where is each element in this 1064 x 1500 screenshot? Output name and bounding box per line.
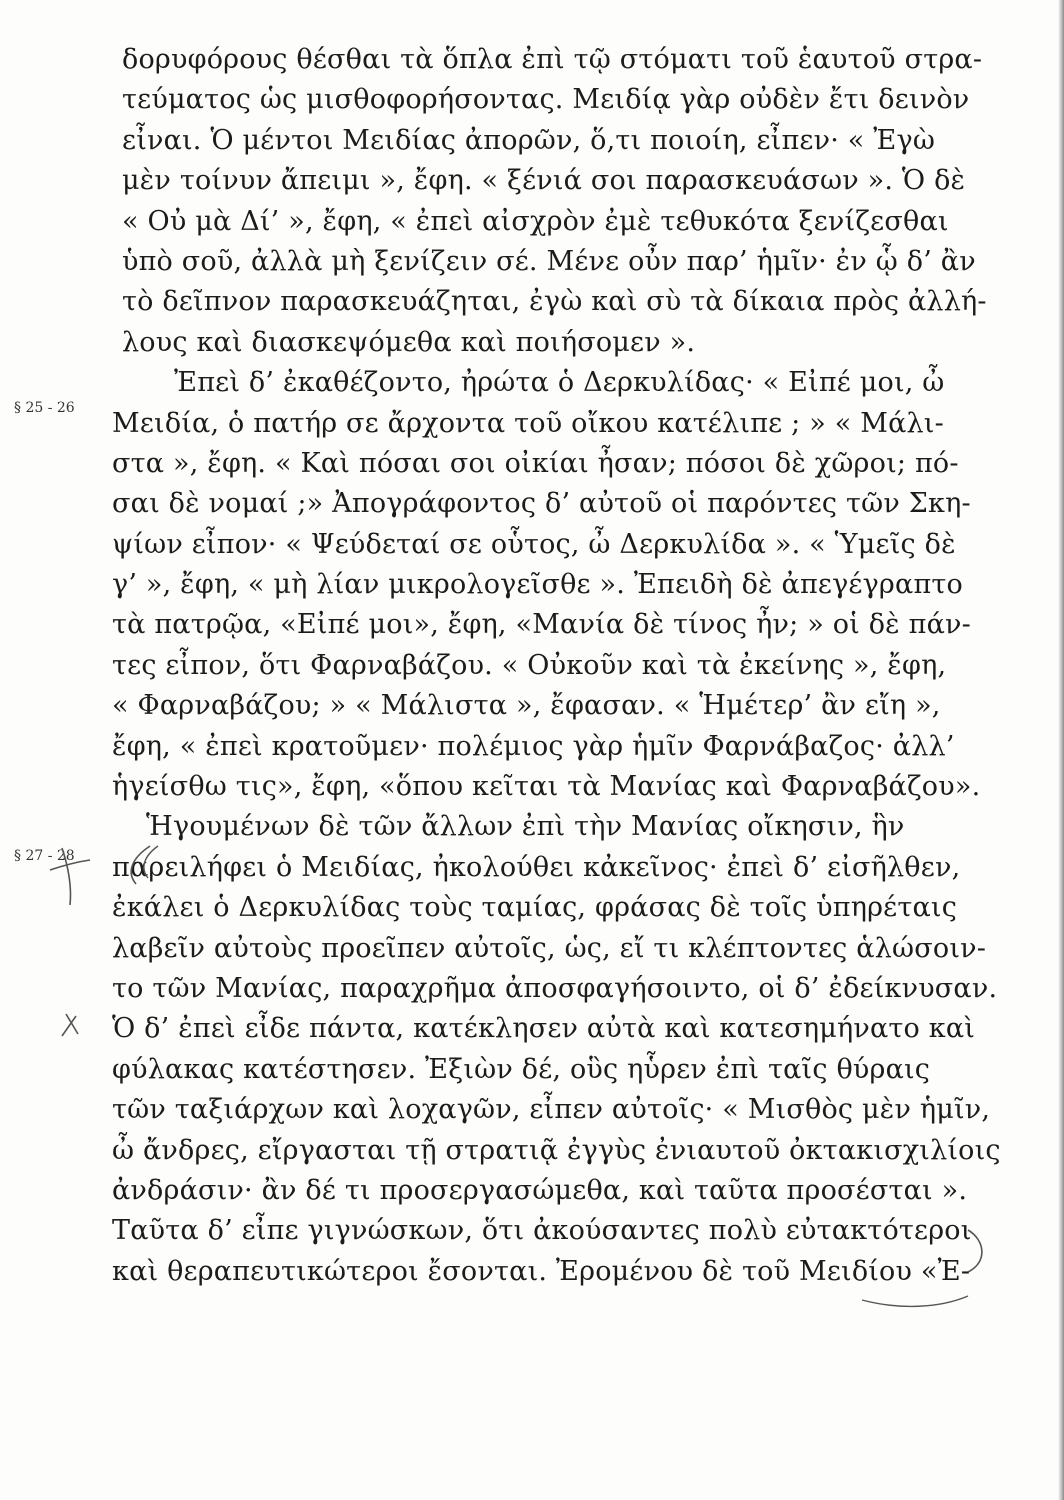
text-line: ἐκάλει ὁ Δερκυλίδας τοὺς ταμίας, φράσας δὲ τοῖς ὑπηρέταις <box>112 892 958 924</box>
text-line: στα », ἔφη. « Καὶ πόσαι σοι οἰκίαι ἦσαν; πόσοι δὲ χῶροι; πό- <box>112 447 959 479</box>
text-line: τες εἶπον, ὅτι Φαρναβάζου. « Οὐκοῦν καὶ τὰ ἐκείνης », ἔφη, <box>112 649 947 681</box>
text-line: τὸ δεῖπνον παρασκευάζηται, ἐγὼ καὶ σὺ τὰ δίκαια πρὸς ἀλλή- <box>122 286 987 318</box>
text-line: Ὁ δ’ ἐπεὶ εἶδε πάντα, κατέκλησεν αὐτὰ καὶ κατεσημήνατο καὶ <box>112 1013 976 1045</box>
text-line: « Φαρναβάζου; » « Μάλιστα », ἔφασαν. « Ἡμέτερ’ ἂν εἴη », <box>112 690 941 722</box>
text-line: λαβεῖν αὐτοὺς προεῖπεν αὐτοῖς, ὡς, εἴ τι κλέπτοντες ἁλώσοιν- <box>112 932 987 964</box>
cross-mark-annotation <box>62 1014 78 1036</box>
margin-section-25-26: § 25 - 26 <box>14 400 75 416</box>
text-line: τῶν ταξιάρχων καὶ λοχαγῶν, εἶπεν αὐτοῖς· « Μισθὸς μὲν ἡμῖν, <box>112 1094 991 1126</box>
greek-text-block <box>112 40 1001 1292</box>
text-line: εἶναι. Ὁ μέντοι Μειδίας ἀπορῶν, ὅ,τι ποιοίη, εἶπεν· « Ἐγὼ <box>122 124 936 156</box>
text-line: Ἐπεὶ δ’ ἐκαθέζοντο, ἠρώτα ὁ Δερκυλίδας· « Εἰπέ μοι, ὦ <box>174 367 945 399</box>
text-line: μὲν τοίνυν ἄπειμι », ἔφη. « ξένιά σοι παρασκευάσων ». Ὁ δὲ <box>122 165 966 197</box>
text-line: λους καὶ διασκεψόμεθα καὶ ποιήσομεν ». <box>122 326 696 358</box>
underline-annotation <box>862 1296 968 1306</box>
text-line: δορυφόρους θέσθαι τὰ ὅπλα ἐπὶ τῷ στόματι τοῦ ἑαυτοῦ στρα- <box>122 44 983 75</box>
text-line: ἔφη, « ἐπεὶ κρατοῦμεν· πολέμιος γὰρ ἡμῖν Φαρνάβαζος· ἀλλ’ <box>112 730 955 762</box>
text-line: ὦ ἄνδρες, εἴργασται τῇ στρατιᾷ ἐγγὺς ἐνιαυτοῦ ὀκτακισχιλίοις <box>112 1134 1001 1166</box>
text-line: « Οὐ μὰ Δί’ », ἔφη, « ἐπεὶ αἰσχρὸν ἐμὲ τεθυκότα ξενίζεσθαι <box>122 205 949 237</box>
text-line: σαι δὲ νομαί ;» Ἀπογράφοντος δ’ αὐτοῦ οἱ παρόντες τῶν Σκη- <box>112 488 971 520</box>
text-line: τὰ πατρῷα, «Εἰπέ μοι», ἔφη, «Μανία δὲ τίνος ἦν; » οἱ δὲ πάν- <box>112 609 971 641</box>
text-line: ψίων εἶπον· « Ψεύδεταί σε οὗτος, ὦ Δερκυλίδα ». « Ὑμεῖς δὲ <box>112 528 956 560</box>
margin-section-27-28: § 27 - 28 <box>14 848 75 864</box>
text-line: ὑπὸ σοῦ, ἀλλὰ μὴ ξενίζειν σέ. Μένε οὖν παρ’ ἡμῖν· ἐν ᾧ δ’ ἂν <box>122 245 976 277</box>
text-line: τεύματος ὡς μισθοφορήσοντας. Μειδίᾳ γὰρ οὐδὲν ἔτι δεινὸν <box>122 84 970 116</box>
text-line: παρειλήφει ὁ Μειδίας, ἠκολούθει κἀκεῖνος· ἐπεὶ δ’ εἰσῆλθεν, <box>112 851 961 883</box>
text-line: φύλακας κατέστησεν. Ἐξιὼν δέ, οὓς ηὗρεν ἐπὶ ταῖς θύραις <box>112 1053 931 1085</box>
text-line: το τῶν Μανίας, παραχρῆμα ἀποσφαγήσοιντο, οἱ δ’ ἐδείκνυσαν. <box>112 972 998 1004</box>
text-line: ἡγείσθω τις», ἔφη, «ὅπου κεῖται τὰ Μανίας καὶ Φαρναβάζου». <box>112 771 981 803</box>
text-line: γ’ », ἔφη, « μὴ λίαν μικρολογεῖσθε ». Ἐπειδὴ δὲ ἀπεγέγραπτο <box>112 569 963 601</box>
text-line: Ἡγουμένων δὲ τῶν ἄλλων ἐπὶ τὴν Μανίας οἴκησιν, ἣν <box>146 811 905 843</box>
text-line: Μειδία, ὁ πατήρ σε ἄρχοντα τοῦ οἴκου κατέλιπε ; » « Μάλι- <box>112 407 944 439</box>
page-edge-shadow <box>1058 0 1064 1500</box>
text-line: καὶ θεραπευτικώτεροι ἔσονται. Ἐρομένου δὲ τοῦ Μειδίου «Ἐ- <box>112 1255 971 1287</box>
text-line: ἀνδράσιν· ἂν δέ τι προσεργασώμεθα, καὶ ταῦτα προσέσται ». <box>112 1174 968 1206</box>
text-line: Ταῦτα δ’ εἶπε γιγνώσκων, ὅτι ἀκούσαντες πολὺ εὐτακτότεροι <box>112 1215 972 1247</box>
